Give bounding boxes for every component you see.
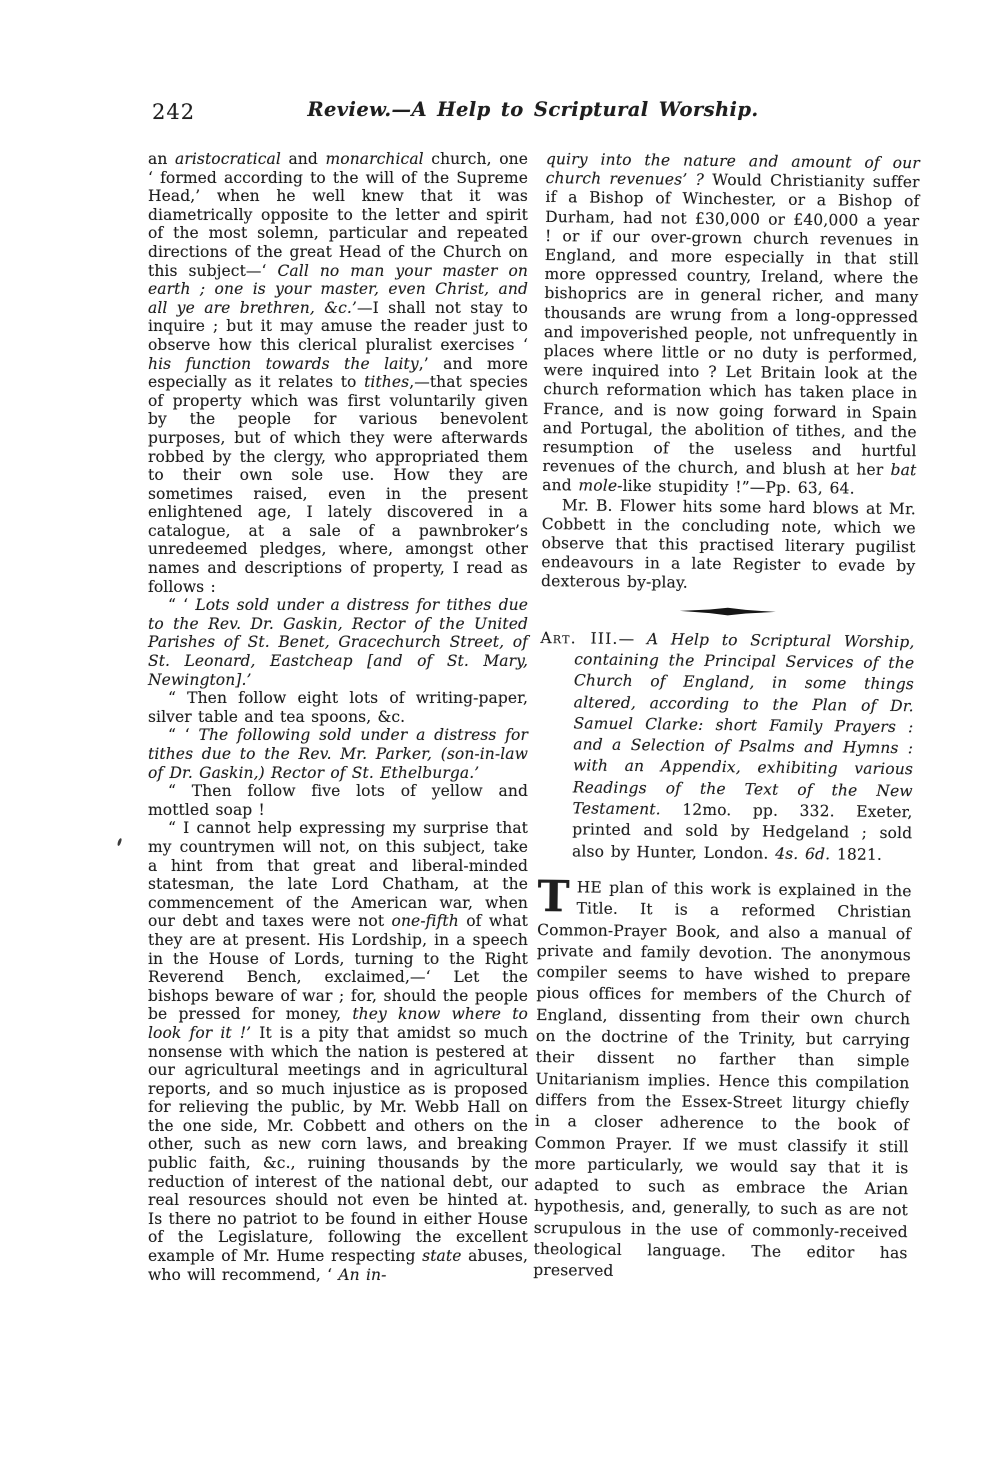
quote-paragraph-writing-paper bbox=[148, 689, 528, 726]
text-segment: A Help to Scriptural Worship, containing the Principal Services of the Church of England, in some things altered, according to the Plan of Dr. Samuel Clarke: short Family Prayers : and a Selection of Psalms and Hymns : with an Appendix, exhibiting various Readings of the Text of the New Testament. bbox=[572, 629, 915, 819]
text-segment: and bbox=[280, 150, 326, 168]
left-column bbox=[148, 150, 528, 1284]
text-segment: 1821. bbox=[830, 844, 883, 864]
quote-paragraph-chatham bbox=[148, 819, 528, 1284]
text-segment: an bbox=[148, 150, 175, 168]
text-segment: “ ‘ bbox=[168, 726, 199, 745]
paragraph-flower-cobbett bbox=[541, 496, 916, 596]
text-segment: “ I cannot help expressing my surprise that my countrymen will not, on this subject, take a hint from that great and liberal-minded statesman, the late Lord Chatham, at the commencement of the American war, when our debt and taxes were not bbox=[148, 819, 528, 931]
text-segment: quiry into the nature and amount of our church revenues’ ? bbox=[545, 150, 920, 189]
text-segment: state bbox=[422, 1247, 462, 1266]
page-number: 242 bbox=[152, 100, 196, 124]
text-segment: church, one ‘ formed according to the will of the Supreme Head,’ when he well knew that it was diametrically opposite to the letter and spirit of the most solemn, particular and repeated directions of the great Head of the Church on this subject—‘ bbox=[148, 150, 528, 280]
text-segment: “ Then follow five lots of yellow and mottled soap ! bbox=[148, 782, 528, 819]
text-segment: ,—that species of property which was first voluntarily given by the people for various benevolent purposes, but of which they were afterwards robbed by the clergy, who appropriated them to their own sole use. How they are sometimes raised, even in the present enlightened age, I lately discovered in a catalogue, at a sale of a pawnbroker’s unredeemed pledges, where, amongst other names and descriptions of property, I read as follows : bbox=[148, 373, 528, 596]
ink-speck bbox=[117, 838, 122, 847]
text-segment: like stupidity !”—Pp. 63, 64. bbox=[622, 477, 855, 498]
text-segment: of what they are at present. His Lordship, in a speech in the House of Lords, turning to the Right Reverend Bench, exclaimed,—‘ Let the bishops beware of war ; for, should the people be pressed for money, bbox=[148, 912, 528, 1024]
text-segment: Call no man your master on earth ; one is your master, even Christ, and all ye are brethren, &c.’ bbox=[148, 261, 528, 317]
text-segment: “ ‘ bbox=[168, 596, 196, 615]
continuation-paragraph-revenues bbox=[542, 150, 920, 500]
text-segment: abuses, who will recommend, ‘ bbox=[148, 1247, 528, 1284]
text-segment: one-fifth bbox=[391, 912, 459, 931]
continuation-paragraph bbox=[148, 150, 528, 596]
article-heading bbox=[538, 628, 915, 866]
text-segment: monarchical bbox=[325, 150, 424, 168]
text-segment: Art. III. bbox=[540, 628, 619, 648]
text-segment: his function towards the laity bbox=[148, 354, 419, 373]
quote-paragraph-parker bbox=[148, 726, 528, 782]
text-segment: “ Then follow eight lots of writing-paper, silver table and tea spoons, &c. bbox=[148, 689, 528, 726]
section-divider bbox=[541, 605, 915, 618]
text-segment: — bbox=[618, 629, 648, 648]
text-segment: bat bbox=[890, 461, 917, 480]
text-segment: An in- bbox=[338, 1265, 387, 1284]
text-segment: The following sold under a distress for tithes due to the Rev. Mr. Parker, (son-in-law of Dr. Gaskin,) Rector of St. Ethelburga.’ bbox=[148, 726, 528, 782]
article-text bbox=[533, 871, 912, 1281]
quote-paragraph-soap bbox=[148, 782, 528, 819]
dropcap-initial: T bbox=[537, 871, 570, 923]
quote-paragraph-lots bbox=[148, 596, 528, 689]
text-segment: and bbox=[542, 476, 579, 495]
text-segment: It is a pity that amidst so much nonsense with which the nation is pestered at our agricultural meetings and in agricultural reports, and so much injustice as is proposed for relieving the public, by Mr. Webb Hall on the one side, Mr. Cobbett and others on the other, such as new corn laws, and breaking public faith, &c., ruining thousands by the reduction of interest of the national debt, our real resources should not even be hinted at. Is there no patriot to be found in either House of the Legislature, following the excellent example of Mr. Hume respecting bbox=[148, 1023, 528, 1266]
text-segment: 4s. 6d. bbox=[775, 844, 831, 863]
text-segment: Mr. B. Flower hits some hard blows at Mr. Cobbett in the concluding note, which we observe that this practised literary pugilist endeavours in a late Register to evade by dexterous by-play. bbox=[541, 495, 917, 593]
text-segment: —I shall not stay to inquire ; but it may amuse the reader just to observe how this clerical pluralist exercises ‘ bbox=[148, 298, 528, 354]
text-columns bbox=[148, 150, 920, 1284]
running-title: Review.—A Help to Scriptural Worship. bbox=[307, 98, 759, 121]
text-segment: HE plan of this work is explained in the Title. It is a reformed Christian Common-Prayer Book, and also a manual of private and family devotion. The anonymous compiler seems to have wished to prepare pious offices for members of the Church of England, dissenting from their own church on the doctrine of the Trinity, but carrying their dissent no farther than simple Unitarianism implies. Hence this compilation differs from the Essex-Street liturgy chiefly in a closer adherence to the book of Common Prayer. If we must classify it still more particularly, we would say that it is adapted to such as embrace the Arian hypothesis, and, generally, to such as are not scrupulous in the use of commonly-received theological language. The editor has preserved bbox=[533, 878, 912, 1281]
text-segment: 12mo. pp. 332. Exeter, printed and sold by Hedgeland ; sold also by Hunter, London. bbox=[571, 800, 913, 863]
text-segment: Lots sold under a distress for tithes due to the Rev. Dr. Gaskin, Rector of the United Parishes of St. Benet, Gracechurch Street, of St. Leonard, Eastcheap [and of St. Mary, Newington].’ bbox=[148, 596, 528, 689]
right-column bbox=[533, 150, 920, 1286]
text-segment: mole- bbox=[578, 476, 623, 496]
text-segment: ,’ and more especially as it relates to bbox=[148, 354, 529, 392]
text-segment: aristocratical bbox=[174, 150, 281, 168]
text-segment: tithes bbox=[364, 373, 410, 392]
swelled-rule-icon bbox=[680, 606, 776, 616]
text-segment: they know where to look for it !’ bbox=[148, 1005, 528, 1042]
text-segment: Would Christianity suffer if a Bishop of Winchester, or a Bishop of Durham, had not £30,000 or £40,000 a year ! or if our over-grown church revenues in England, and more especially in that still more oppressed country, Ireland, where the bishoprics are in general richer, and many thousands are wrung from a long-oppressed and impoverished people, not unfrequently in places where little or no duty is performed, were inquired into ? Let Britain look at the church reformation which has taken place in France, and is now going forward in Spain and Portugal, the abolition of tithes, and the resumption of the useless and hurtful revenues of the church, and blush at her bbox=[542, 170, 920, 480]
article-first-paragraph bbox=[533, 871, 912, 1286]
page-header bbox=[148, 98, 918, 128]
